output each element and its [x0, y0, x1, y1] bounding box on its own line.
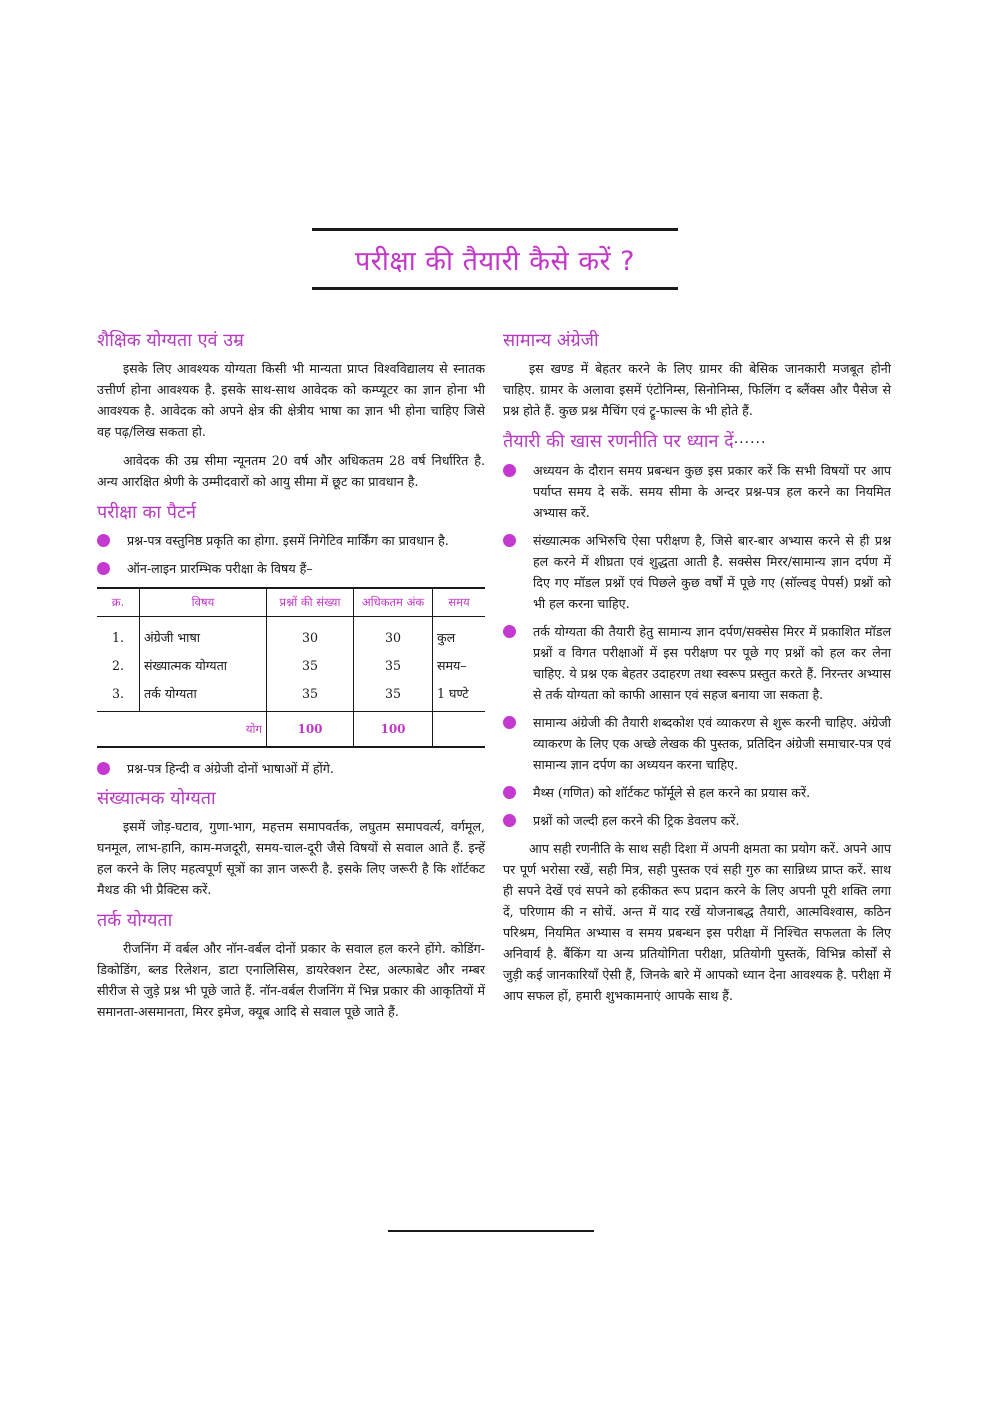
heading-general-english: सामान्य अंग्रेजी: [503, 330, 599, 351]
list-item: [503, 782, 891, 803]
list-item-text: सामान्य अंग्रेजी की तैयारी शब्दकोश एवं व्याकरण से शुरू करनी चाहिए. अंग्रेजी व्याकरण के लिए एक अच्छे लेखक की पुस्तक, प्रतिदिन अंग्रेजी समाचार-पत्र एवं सामान्य ज्ञान दर्पण का अध्ययन करना चाहिए.: [533, 715, 891, 772]
heading-dots: ······: [733, 435, 767, 451]
paragraph: इसमें जोड़-घटाव, गुणा-भाग, महत्तम समापवर्तक, लघुतम समापवर्त्य, वर्गमूल, घनमूल, लाभ-हानि, काम-मजदूरी, समय-चाल-दूरी जैसे विषयों से सवाल आते हैं. इन्हें हल करने के लिए महत्वपूर्ण सूत्रों का ज्ञान जरूरी है. इसके लिए जरूरी है कि शॉर्टकट मैथड की भी प्रैक्टिस करें.: [97, 819, 485, 897]
list-item: [97, 530, 485, 551]
list-item-text: ऑन-लाइन प्रारम्भिक परीक्षा के विषय हैं–: [127, 561, 313, 576]
list-item-text: तर्क योग्यता की तैयारी हेतु सामान्य ज्ञान दर्पण/सक्सेस मिरर में प्रकाशित मॉडल प्रश्नों व विगत परीक्षाओं में इस परीक्षण पर पूछे गए प्रश्नों को हल कर लेना चाहिए. ये प्रश्न एक बेहतर उदाहरण तथा स्वरूप प्रस्तुत करते हैं. निरन्तर अभ्यास से तर्क योग्यता को काफी आसान एवं सहज बनाया जा सकता है.: [533, 624, 891, 702]
list-item: [503, 621, 891, 705]
paragraph: इस खण्ड में बेहतर करने के लिए ग्रामर की बेसिक जानकारी मजबूत होनी चाहिए. ग्रामर के अलावा इसमें एंटोनिम्स, सिनोनिम्स, फिलिंग द ब्लैंक्स और पैसेज से प्रश्न होते हैं. कुछ प्रश्न मैचिंग एवं ट्रू-फाल्स के भी होते हैं.: [503, 361, 891, 418]
cell-questions: 30: [267, 617, 354, 653]
list-item-text: मैथ्स (गणित) को शॉर्टकट फॉर्मूले से हल करने का प्रयास करें.: [533, 785, 811, 800]
table-row: [97, 617, 485, 653]
list-item: [97, 758, 485, 779]
col-header-marks: अधिकतम अंक: [354, 588, 433, 617]
heading-reasoning: तर्क योग्यता: [97, 910, 173, 931]
cell-time: समय–: [437, 658, 467, 673]
bullet-list: [97, 530, 485, 579]
cell-subject: तर्क योग्यता: [140, 680, 267, 712]
list-item-text: प्रश्नों को जल्दी हल करने की ट्रिक डेवलप करें.: [533, 813, 740, 828]
bullet-list: [97, 758, 485, 779]
table-row: [97, 652, 485, 680]
title-box: [312, 228, 678, 290]
bullet-list: [503, 460, 891, 831]
paragraph: आप सही रणनीति के साथ सही दिशा में अपनी क्षमता का प्रयोग करें. अपने आप पर पूर्ण भरोसा रखें, सही मित्र, सही पुस्तक एवं सही गुरु का सान्निध्य प्राप्त करें. साथ ही सपने देखें एवं सपने को हकीकत रूप प्रदान करने के लिए अपनी पूरी शक्ति लगा दें, परिणाम की न सोचें. अन्त में याद रखें योजनाबद्ध तैयारी, आत्मविश्वास, कठिन परिश्रम, नियमित अभ्यास व समय प्रबन्धन इस परीक्षा में निश्चित सफलता के लिए अनिवार्य है. बैंकिंग या अन्य प्रतियोगिता परीक्षा, प्रतियोगी पुस्तकें, विभिन्न कोर्सों से जुड़ी कई जानकारियाँ ऐसी हैं, जिनके बारे में आपको ध्यान देना आवश्यक है. परीक्षा में आप सफल हों, हमारी शुभकामनाएं आपके साथ हैं.: [503, 841, 891, 1003]
heading-strategy-text: तैयारी की खास रणनीति पर ध्यान दें: [503, 431, 734, 452]
cell-marks: 30: [354, 617, 433, 653]
heading-exam-pattern: परीक्षा का पैटर्न: [97, 502, 197, 523]
col-header-time: समय: [433, 588, 486, 617]
list-item: [503, 810, 891, 831]
table-header-row: [97, 588, 485, 617]
list-item: [97, 558, 485, 579]
cell-time: कुल: [437, 630, 456, 645]
bullet-icon: [97, 562, 110, 575]
cell-marks: 35: [354, 680, 433, 712]
cell-marks: 35: [354, 652, 433, 680]
paragraph: आवेदक की उम्र सीमा न्यूनतम 20 वर्ष और अधिकतम 28 वर्ष निर्धारित है. अन्य आरक्षित श्रेणी के उम्मीदवारों को आयु सीमा में छूट का प्रावधान है.: [97, 453, 485, 489]
left-column: [97, 328, 485, 1030]
cell-time: 1 घण्टे: [433, 680, 486, 712]
list-item-text: प्रश्न-पत्र वस्तुनिष्ठ प्रकृति का होगा. इसमें निगेटिव मार्किंग का प्रावधान है.: [127, 533, 449, 548]
list-item-text: अध्ययन के दौरान समय प्रबन्धन कुछ इस प्रकार करें कि सभी विषयों पर आप पर्याप्त समय दे सकें. समय सीमा के अन्दर प्रश्न-पत्र हल करने का नियमित अभ्यास करें.: [533, 463, 891, 520]
bullet-icon: [503, 814, 516, 827]
col-header-no: क्र.: [97, 588, 140, 617]
heading-education-age: शैक्षिक योग्यता एवं उम्र: [97, 330, 244, 351]
total-marks: 100: [354, 712, 433, 748]
list-item: [503, 712, 891, 775]
footer-rule: [388, 1230, 594, 1232]
bullet-icon: [503, 534, 516, 547]
list-item: [503, 460, 891, 523]
cell-questions: 35: [267, 680, 354, 712]
table-row: [97, 680, 485, 712]
list-item-text: प्रश्न-पत्र हिन्दी व अंग्रेजी दोनों भाषाओं में होंगे.: [127, 761, 334, 776]
right-column: [503, 328, 891, 1014]
col-header-subject: विषय: [140, 588, 267, 617]
list-item-text: संख्यात्मक अभिरुचि ऐसा परीक्षण है, जिसे बार-बार अभ्यास करने से ही प्रश्न हल करने में शीघ्रता एवं शुद्धता आती है. सक्सेस मिरर/सामान्य ज्ञान दर्पण में दिए गए मॉडल प्रश्नों एवं पिछले कुछ वर्षों में पूछे गए (सॉल्वड् पेपर्स) प्रश्नों को भी हल करना चाहिए.: [533, 533, 891, 611]
list-item: [503, 530, 891, 614]
cell-no: 3.: [97, 680, 140, 712]
bullet-icon: [503, 464, 516, 477]
page-title: परीक्षा की तैयारी कैसे करें ?: [354, 245, 636, 277]
paragraph: इसके लिए आवश्यक योग्यता किसी भी मान्यता प्राप्त विश्वविद्यालय से स्नातक उत्तीर्ण होना आवश्यक है. इसके साथ-साथ आवेदक को कम्प्यूटर का ज्ञान होना भी आवश्यक है. आवेदक को अपने क्षेत्र की क्षेत्रीय भाषा का ज्ञान भी होना चाहिए जिसे वह पढ़/लिख सकता हो.: [97, 361, 485, 439]
bullet-icon: [97, 762, 110, 775]
heading-strategy: [503, 429, 891, 456]
cell-no: 1.: [97, 617, 140, 653]
heading-quantitative-aptitude: संख्यात्मक योग्यता: [97, 788, 216, 809]
bullet-icon: [503, 625, 516, 638]
total-label: योग: [97, 712, 267, 748]
cell-questions: 35: [267, 652, 354, 680]
subjects-table: [97, 587, 485, 748]
bullet-icon: [97, 534, 110, 547]
cell-subject: अंग्रेजी भाषा: [140, 617, 267, 653]
table-total-row: [97, 712, 485, 748]
col-header-questions: प्रश्नों की संख्या: [267, 588, 354, 617]
cell-subject: संख्यात्मक योग्यता: [140, 652, 267, 680]
total-questions: 100: [267, 712, 354, 748]
paragraph: रीजनिंग में वर्बल और नॉन-वर्बल दोनों प्रकार के सवाल हल करने होंगे. कोडिंग-डिकोडिंग, ब्लड रिलेशन, डाटा एनालिसिस, डायरेक्शन टेस्ट, अल्फाबेट और नम्बर सीरीज से जुड़े प्रश्न भी पूछे जाते हैं. नॉन-वर्बल रीजनिंग में भिन्न प्रकार की आकृतियों में समानता-असमानता, मिरर इमेज, क्यूब आदि से सवाल पूछे जाते हैं.: [97, 941, 485, 1019]
total-time: [433, 712, 486, 748]
bullet-icon: [503, 786, 516, 799]
bullet-icon: [503, 716, 516, 729]
cell-no: 2.: [97, 652, 140, 680]
